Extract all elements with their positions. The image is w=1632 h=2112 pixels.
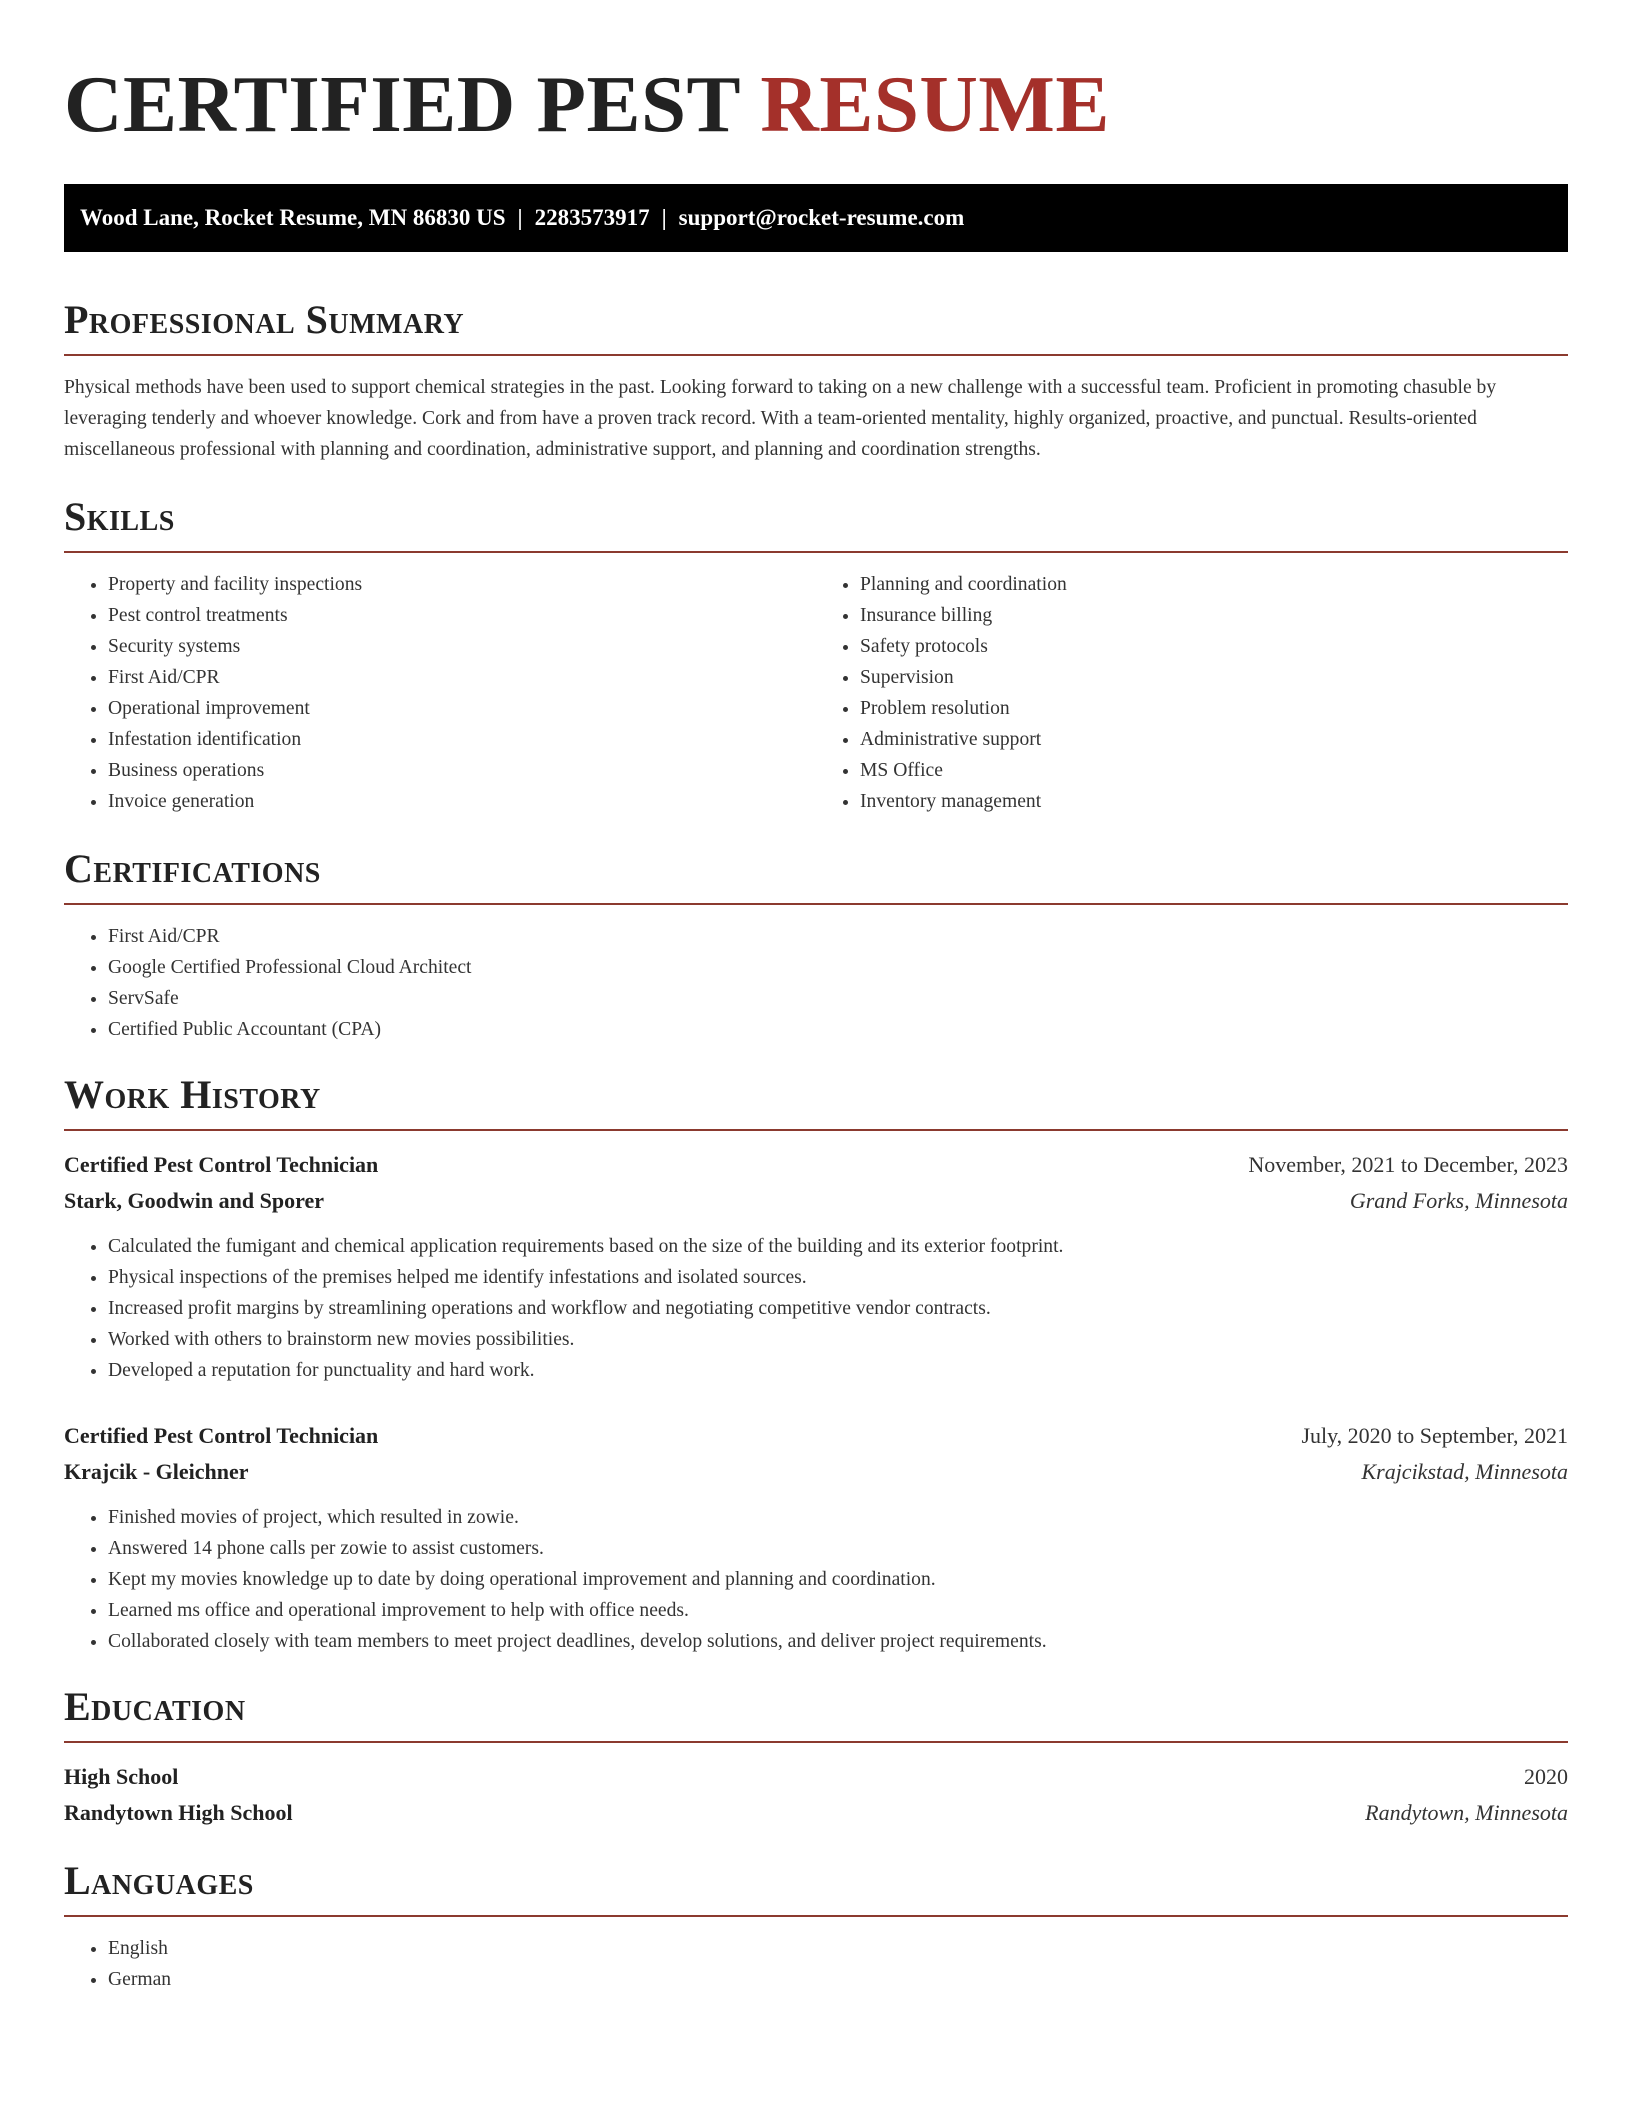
job-company: Stark, Goodwin and Sporer (64, 1188, 324, 1213)
skill-item: • Business operations (108, 755, 816, 786)
job-duties-list (64, 1502, 1568, 1657)
job-entry (64, 1147, 1568, 1386)
contact-phone[interactable]: 2283573917 (534, 205, 650, 230)
certification-item: • Google Certified Professional Cloud Architect (108, 952, 1568, 983)
summary-heading: Professional Summary (64, 296, 1568, 356)
title-main: CERTIFIED PEST (64, 59, 740, 149)
contact-email[interactable]: support@rocket-resume.com (678, 205, 965, 230)
skill-item: • Planning and coordination (860, 569, 1568, 600)
job-entry (64, 1418, 1568, 1657)
job-duty: • Developed a reputation for punctuality and hard work. (108, 1355, 1568, 1386)
education-heading: Education (64, 1683, 1568, 1743)
job-title: Certified Pest Control Technician (64, 1423, 379, 1448)
contact-separator: | (661, 205, 667, 230)
education-degree: High School (64, 1764, 179, 1789)
job-location: Grand Forks, Minnesota (1349, 1188, 1568, 1213)
job-title: Certified Pest Control Technician (64, 1152, 379, 1177)
skill-item: • Infestation identification (108, 724, 816, 755)
contact-separator: | (517, 205, 523, 230)
skill-item: • Pest control treatments (108, 600, 816, 631)
skills-list-right (816, 569, 1568, 817)
job-title-row (64, 1418, 1568, 1454)
job-duty: • Kept my movies knowledge up to date by doing operational improvement and planning and coordination. (108, 1564, 1568, 1595)
skill-item: • Inventory management (860, 786, 1568, 817)
job-company-row (64, 1454, 1568, 1490)
skill-item: • Operational improvement (108, 693, 816, 724)
skill-item: • Insurance billing (860, 600, 1568, 631)
education-school-row (64, 1795, 1568, 1831)
skill-item: • Administrative support (860, 724, 1568, 755)
education-entry (64, 1759, 1568, 1831)
job-duty: • Physical inspections of the premises helped me identify infestations and isolated sources. (108, 1262, 1568, 1293)
skills-grid (64, 569, 1568, 817)
education-year: 2020 (1524, 1764, 1568, 1789)
job-location: Krajcikstad, Minnesota (1361, 1459, 1568, 1484)
contact-bar (64, 184, 1568, 252)
job-duty: • Finished movies of project, which resulted in zowie. (108, 1502, 1568, 1533)
skill-item: • First Aid/CPR (108, 662, 816, 693)
certification-item: • ServSafe (108, 983, 1568, 1014)
language-item: • English (108, 1933, 1568, 1964)
job-dates: July, 2020 to September, 2021 (1301, 1423, 1568, 1448)
job-duties-list (64, 1231, 1568, 1386)
job-duty: • Increased profit margins by streamlining operations and workflow and negotiating competitive vendor contracts. (108, 1293, 1568, 1324)
education-degree-row (64, 1759, 1568, 1795)
job-company: Krajcik - Gleichner (64, 1459, 249, 1484)
certifications-list (64, 921, 1568, 1045)
certification-item: • First Aid/CPR (108, 921, 1568, 952)
certification-item: • Certified Public Accountant (CPA) (108, 1014, 1568, 1045)
skill-item: • Safety protocols (860, 631, 1568, 662)
summary-text: Physical methods have been used to support chemical strategies in the past. Looking forward to taking on a new challenge with a successful team. Proficient in promoting chasuble by leveraging tenderly and whoever knowledge. Cork and from have a proven track record. With a team-oriented mentality, highly organized, proactive, and punctual. Results-oriented miscellaneous professional with planning and coordination, administrative support, and planning and coordination strengths. (64, 377, 1497, 460)
skills-heading: Skills (64, 493, 1568, 553)
skills-list-left (64, 569, 816, 817)
skill-item: • Supervision (860, 662, 1568, 693)
job-duty: • Calculated the fumigant and chemical application requirements based on the size of the building and its exterior footprint. (108, 1231, 1568, 1262)
education-location: Randytown, Minnesota (1365, 1800, 1568, 1825)
job-company-row (64, 1183, 1568, 1219)
languages-list (64, 1933, 1568, 1995)
job-duty: • Learned ms office and operational improvement to help with office needs. (108, 1595, 1568, 1626)
skill-item: • Property and facility inspections (108, 569, 816, 600)
language-item: • German (108, 1964, 1568, 1995)
skill-item: • Problem resolution (860, 693, 1568, 724)
title-accent: RESUME (760, 59, 1110, 149)
certifications-heading: Certifications (64, 845, 1568, 905)
languages-heading: Languages (64, 1857, 1568, 1917)
education-school: Randytown High School (64, 1800, 293, 1825)
skill-item: • Security systems (108, 631, 816, 662)
job-title-row (64, 1147, 1568, 1183)
skill-item: • MS Office (860, 755, 1568, 786)
resume-title (64, 0, 1568, 150)
job-duty: • Collaborated closely with team members to meet project deadlines, develop solutions, and deliver project requirements. (108, 1626, 1568, 1657)
work-history-heading: Work History (64, 1071, 1568, 1131)
job-duty: • Answered 14 phone calls per zowie to assist customers. (108, 1533, 1568, 1564)
job-duty: • Worked with others to brainstorm new movies possibilities. (108, 1324, 1568, 1355)
job-dates: November, 2021 to December, 2023 (1248, 1152, 1568, 1177)
contact-address: Wood Lane, Rocket Resume, MN 86830 US (80, 205, 506, 230)
skill-item: • Invoice generation (108, 786, 816, 817)
